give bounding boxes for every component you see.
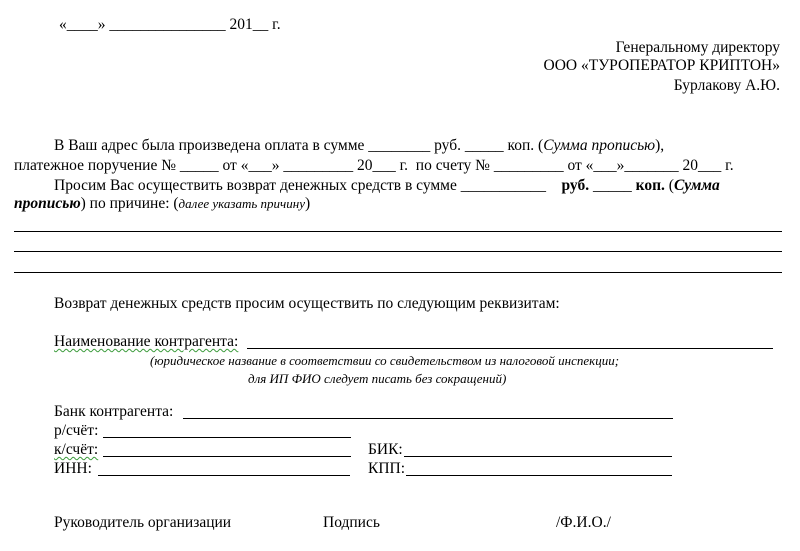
rs-label: р/счёт: — [54, 422, 99, 439]
counterparty-label: Наименование контрагента: — [54, 333, 239, 350]
reason-line — [14, 195, 310, 213]
reason-field-line-3 — [14, 272, 782, 273]
reason-text-end: ) — [304, 195, 311, 212]
addressee-title: Генеральному директору — [615, 39, 780, 56]
addressee-name: Бурлакову А.Ю. — [673, 77, 780, 94]
inn-field — [98, 475, 350, 476]
payment-order-line: платежное поручение № _____ от «___» _________ 20___ г. по счету № _________ от «___»_______ 20___ г. — [14, 157, 734, 174]
kop-label: коп. — [635, 177, 665, 194]
kop-blank: _____ — [589, 177, 636, 194]
rs-field — [103, 437, 351, 438]
payment-line — [54, 137, 664, 155]
ks-label: к/счёт: — [54, 441, 99, 458]
payment-text: В Ваш адрес была произведена оплата в сумме ________ руб. _____ коп. ( — [54, 137, 544, 154]
payment-text-end: ), — [655, 137, 665, 154]
reason-hint: далее указать причину — [178, 196, 305, 211]
kpp-field — [406, 475, 672, 476]
addressee-org: ООО «ТУРОПЕРАТОР КРИПТОН» — [543, 57, 780, 74]
head-of-organization-label: Руководитель организации — [54, 514, 232, 531]
date-line: «____» _______________ 201__ г. — [59, 16, 281, 33]
refund-text: Просим Вас осуществить возврат денежных средств в сумме ___________ — [54, 177, 546, 194]
inn-label: ИНН: — [54, 460, 92, 477]
counterparty-field — [247, 348, 773, 349]
amount-hint-2: прописью — [14, 195, 81, 212]
counterparty-note-2: для ИП ФИО следует писать без сокращений) — [248, 371, 507, 386]
bik-label: БИК: — [368, 441, 403, 458]
refund-request-line — [54, 177, 720, 195]
refund-paren: ( — [664, 177, 674, 194]
kpp-label: КПП: — [368, 460, 406, 477]
bik-field — [404, 456, 672, 457]
reason-text: ) по причине: ( — [80, 195, 179, 212]
amount-hint-1: Сумма — [673, 177, 720, 194]
amount-in-words-hint: Сумма прописью — [543, 137, 656, 154]
reason-field-line-2 — [14, 251, 782, 252]
reason-field-line-1 — [14, 231, 782, 232]
ks-field — [103, 456, 351, 457]
signature-label: Подпись — [323, 514, 380, 531]
requisites-intro: Возврат денежных средств просим осуществить по следующим реквизитам: — [54, 295, 560, 312]
rub-label: руб. — [561, 177, 590, 194]
counterparty-note-1: (юридическое название в соответствии со свидетельством из налоговой инспекции; — [150, 353, 620, 368]
bank-field — [183, 418, 673, 419]
bank-label: Банк контрагента: — [54, 403, 174, 420]
full-name-label: /Ф.И.О./ — [556, 514, 611, 531]
